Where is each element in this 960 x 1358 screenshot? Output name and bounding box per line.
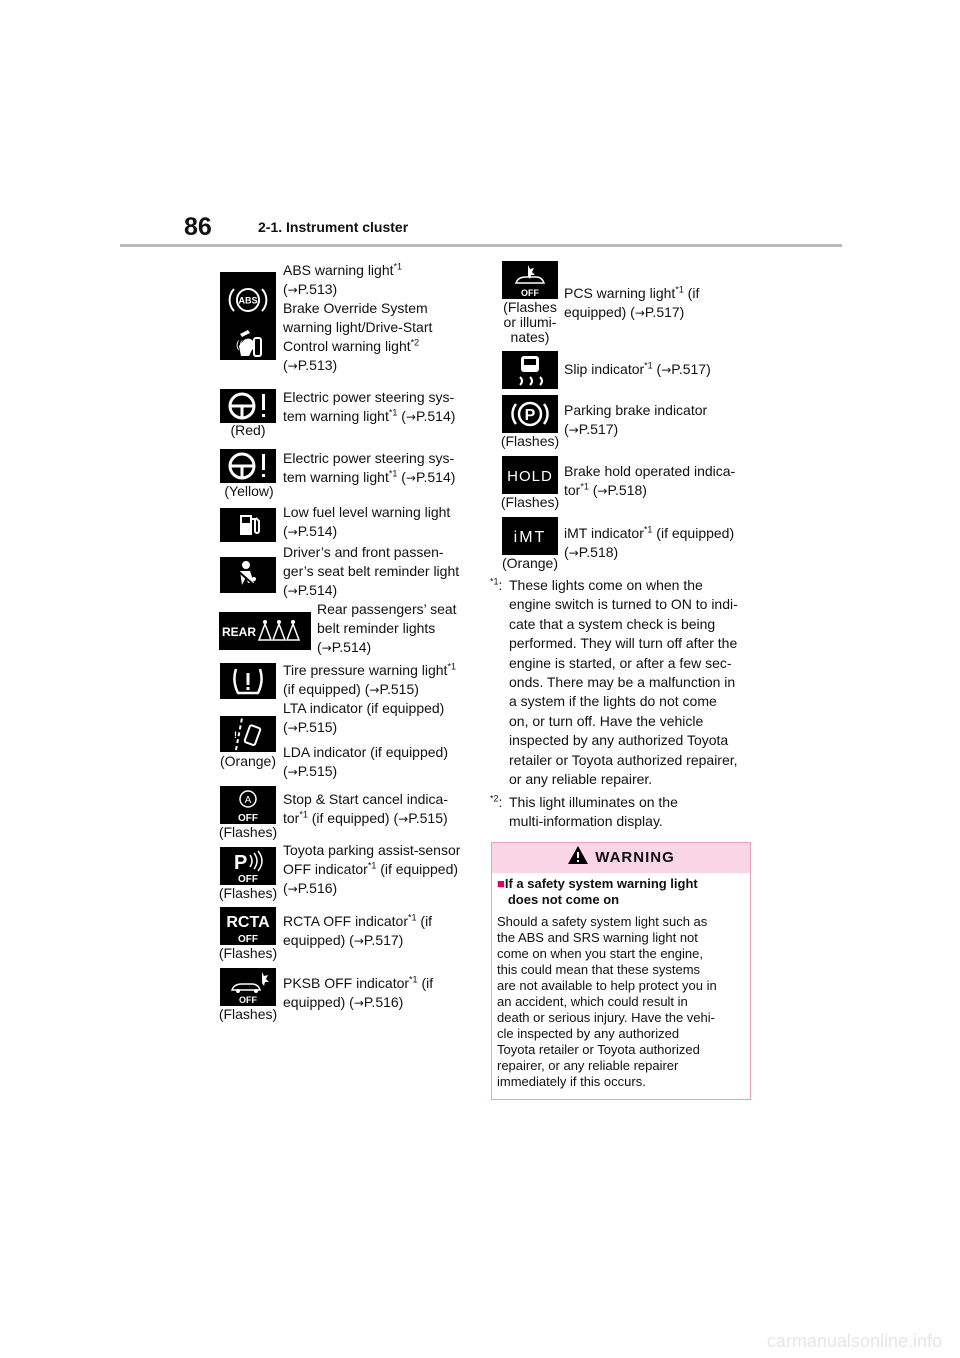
imt-icon	[502, 517, 558, 555]
warning-box	[491, 842, 751, 1100]
watermark: carmanualsonline.info	[766, 1331, 942, 1351]
rcta-text: RCTA OFF indicator$^{*1}$ (if equipped) (→P.517)	[283, 912, 433, 948]
lda-text: LDA indicator (if equipped) (→P.515)	[283, 744, 448, 779]
stop-start-text: Stop & Start cancel indica- tor$^{*1}$ (if equipped) (→P.515)	[283, 791, 448, 826]
caption-flashes: (Flashes)	[500, 433, 560, 449]
svg-text:((: ((	[236, 340, 243, 351]
svg-text:P: P	[234, 852, 248, 874]
brake-hold-icon	[502, 456, 558, 494]
svg-text:REAR: REAR	[222, 625, 257, 639]
warning-header: WARNING	[492, 843, 750, 873]
steering-warning-icon	[220, 389, 276, 423]
svg-text:iMT: iMT	[513, 529, 547, 546]
caption-orange: (Orange)	[219, 753, 277, 769]
caption-flashes: (Flashes)	[500, 494, 560, 510]
rcta-off-icon	[220, 907, 276, 945]
svg-text:P: P	[524, 407, 536, 424]
svg-text:OFF: OFF	[521, 288, 539, 298]
svg-text:HOLD: HOLD	[507, 468, 553, 485]
tire-pressure-icon	[220, 663, 276, 699]
pksb-text: PKSB OFF indicator$^{*1}$ (if equipped) (→P.516)	[283, 974, 434, 1010]
stop-start-off-icon	[220, 786, 276, 824]
abs-text: ABS warning light$^{*1}$ (→P.513)	[283, 261, 403, 297]
seatbelt-text: Driver’s and front passen- ger’s seat belt reminder light (→P.514)	[283, 544, 460, 598]
eps-red-text: Electric power steering sys- tem warning light$^{*1}$ (→P.514)	[283, 389, 456, 424]
abs-icon	[220, 272, 276, 328]
caption-flashes: (Flashes)	[218, 1006, 278, 1022]
caption-flashes: (Flashes)	[218, 824, 278, 840]
caption-flashes: (Flashes)	[218, 885, 278, 901]
caption-yellow: (Yellow)	[224, 483, 274, 499]
parking-brake-icon	[502, 395, 558, 433]
svg-text:OFF: OFF	[238, 934, 258, 945]
svg-text:RCTA: RCTA	[226, 914, 270, 931]
page-number: 86	[184, 213, 212, 241]
svg-text:ABS: ABS	[238, 295, 258, 306]
svg-text:A: A	[244, 795, 252, 806]
rear-seatbelt-text: Rear passengers’ seat belt reminder lights (→P.514)	[317, 601, 457, 655]
tire-text: Tire pressure warning light$^{*1}$ (if equipped) (→P.515)	[283, 661, 456, 697]
warning-subtitle: ■If a safety system warning light does not come on	[497, 876, 698, 907]
warning-triangle-icon	[567, 845, 589, 865]
fuel-text: Low fuel level warning light (→P.514)	[283, 504, 451, 539]
caption-flashes-or-illuminates: (Flashes or illumi- nates)	[503, 299, 557, 345]
hold-text: Brake hold operated indica- tor$^{*1}$ (→P.518)	[564, 463, 736, 498]
svg-text:!: !	[234, 730, 237, 740]
header-rule	[120, 244, 842, 247]
svg-text:OFF: OFF	[239, 995, 257, 1005]
rear-seatbelt-icon	[219, 612, 311, 650]
pksb-off-icon	[220, 968, 276, 1006]
seatbelt-icon	[220, 557, 276, 593]
warning-body: Should a safety system light such as the ABS and SRS warning light not come on when you start the engine, this could mean that these systems are not available to help protect you in an accident, which could result in death or serious injury. Have the vehi- cle inspected by any authorized Toyota retailer or Toyota authorized repairer, or any reliable repairer immediately if this occurs.	[497, 914, 717, 1089]
slip-icon	[502, 351, 558, 389]
pcs-text: PCS warning light$^{*1}$ (if equipped) (→P.517)	[564, 284, 700, 320]
imt-text: iMT indicator$^{*1}$ (if equipped) (→P.518)	[564, 524, 735, 560]
parking-assist-text: Toyota parking assist-sensor OFF indicator$^{*1}$ (if equipped) (→P.516)	[283, 842, 461, 896]
slip-text: Slip indicator$^{*1}$ (→P.517)	[564, 360, 711, 377]
parking-brake-text: Parking brake indicator (→P.517)	[564, 402, 708, 437]
svg-text:OFF: OFF	[238, 813, 258, 824]
svg-text:OFF: OFF	[238, 874, 258, 885]
steering-warning-icon	[220, 449, 276, 483]
parking-sensor-off-icon	[220, 847, 276, 885]
section-title: 2-1. Instrument cluster	[258, 219, 409, 235]
lane-assist-icon	[220, 716, 276, 752]
pcs-off-icon	[502, 261, 558, 299]
caption-red: (Red)	[230, 422, 266, 438]
lta-text: LTA indicator (if equipped) (→P.515)	[283, 700, 445, 735]
caption-orange: (Orange)	[501, 555, 559, 571]
eps-yellow-text: Electric power steering sys- tem warning light$^{*1}$ (→P.514)	[283, 450, 456, 485]
drive-start-icon	[220, 326, 276, 360]
fuel-pump-icon	[220, 508, 276, 542]
brake-override-text: Brake Override System warning light/Drive-Start Control warning light$^{*2}$ (→P.513)	[283, 300, 433, 373]
caption-flashes: (Flashes)	[218, 945, 278, 961]
